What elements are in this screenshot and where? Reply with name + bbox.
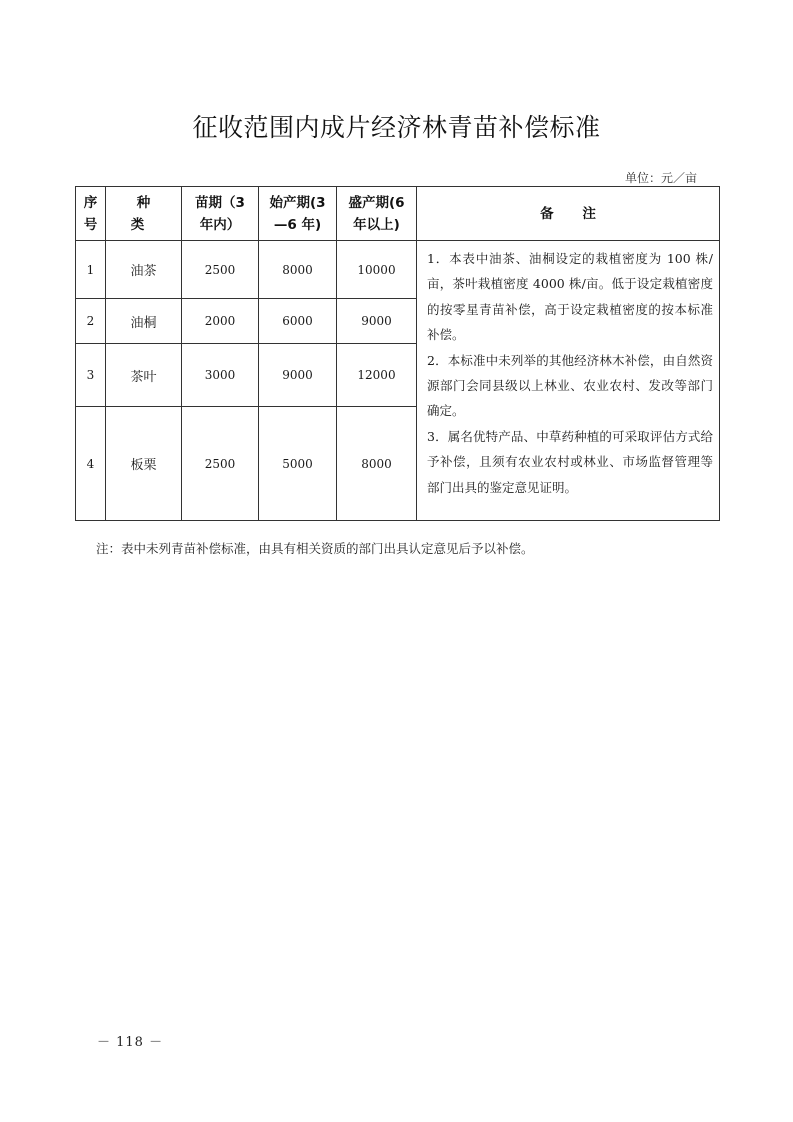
cell-initial: 8000: [259, 241, 337, 299]
cell-peak: 12000: [337, 344, 417, 407]
note-3: 3．属名优特产品、中草药种植的可采取评估方式给予补偿，且须有农业农村或林业、市场监督管理等部门出具的鉴定意见证明。: [427, 428, 713, 495]
header-note: 备 注: [417, 187, 720, 241]
header-peak-period: 盛产期(6 年以上): [337, 187, 417, 241]
page-number: － 118 －: [97, 1035, 164, 1050]
header-seq: 序 号: [76, 187, 106, 241]
compensation-table: [75, 186, 720, 521]
cell-seq: 4: [76, 407, 106, 521]
header-initial-period: 始产期(3 —6 年): [259, 187, 337, 241]
cell-initial: 6000: [259, 299, 337, 344]
cell-seedling: 2500: [182, 407, 259, 521]
cell-seedling: 2500: [182, 241, 259, 299]
cell-seq: 1: [76, 241, 106, 299]
cell-seq: 2: [76, 299, 106, 344]
cell-name: 板栗: [106, 407, 182, 521]
cell-initial: 5000: [259, 407, 337, 521]
cell-seedling: 3000: [182, 344, 259, 407]
note-1: 1．本表中油茶、油桐设定的栽植密度为 100 株/亩，茶叶栽植密度 4000 株/亩。低于设定栽植密度的按零星青苗补偿，高于设定栽植密度的按本标准补偿。: [427, 251, 713, 343]
footnote: 注：表中未列青苗补偿标准，由具有相关资质的部门出具认定意见后予以补偿。: [96, 541, 534, 556]
cell-seedling: 2000: [182, 299, 259, 344]
notes-cell: [417, 241, 720, 521]
cell-name: 茶叶: [106, 344, 182, 407]
table-header-row: [76, 187, 720, 241]
note-2: 2．本标准中未列举的其他经济林木补偿，由自然资源部门会同县级以上林业、农业农村、发改等部门确定。: [427, 352, 713, 419]
cell-seq: 3: [76, 344, 106, 407]
header-kind: 种 类: [106, 187, 182, 241]
cell-peak: 8000: [337, 407, 417, 521]
cell-initial: 9000: [259, 344, 337, 407]
header-seedling-period: 苗期（3 年内）: [182, 187, 259, 241]
cell-name: 油桐: [106, 299, 182, 344]
page-title: 征收范围内成片经济林青苗补偿标准: [192, 113, 601, 142]
unit-label: 单位：元／亩: [624, 171, 697, 185]
cell-peak: 9000: [337, 299, 417, 344]
cell-name: 油茶: [106, 241, 182, 299]
cell-peak: 10000: [337, 241, 417, 299]
table-row: [76, 241, 720, 299]
